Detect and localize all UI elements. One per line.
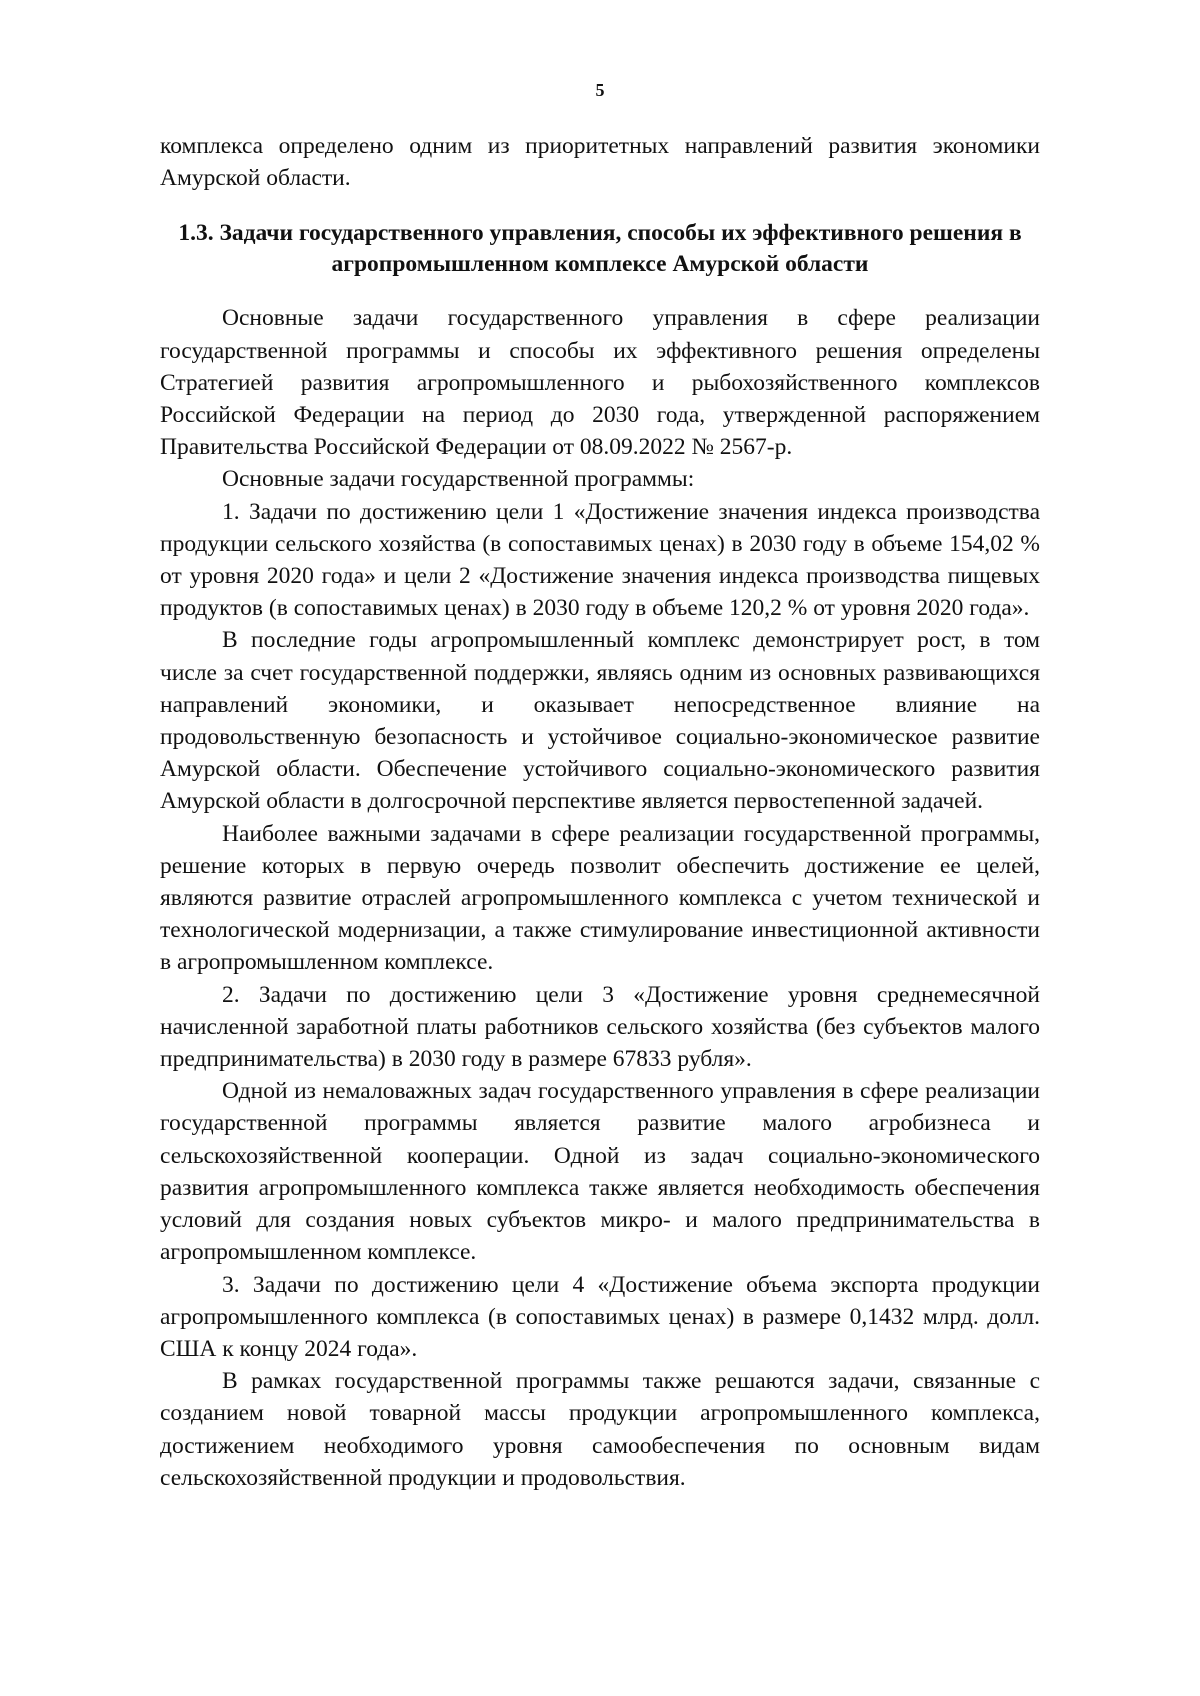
intro-paragraph: комплекса определено одним из приоритетных направлений развития экономики Амурской области. <box>160 133 1040 192</box>
paragraph-important-tasks: Наиболее важными задачами в сфере реализации государственной программы, решение которых в первую очередь позволит обеспечить достижение ее целей, являются развитие отраслей агропромышленного комплекса с учетом технической и технологической модернизации, а также стимулирование инвестиционной активности в агропромышленном комплексе. <box>160 820 1040 976</box>
paragraph-main-tasks: Основные задачи государственной программы: <box>222 466 695 493</box>
paragraph-task-3: 3. Задачи по достижению цели 4 «Достижение объема экспорта продукции агропромышленного комплекса (в сопоставимых ценах) в размере 0,1432 млрд. долл. США к концу 2024 года». <box>160 1271 1040 1362</box>
paragraph-commodity-mass: В рамках государственной программы также решаются задачи, связанные с созданием новой товарной массы продукции агропромышленного комплекса, достижением необходимого уровня самообеспечения по основным видам сельскохозяйственной продукции и продовольствия. <box>160 1368 1040 1491</box>
paragraph-growth: В последние годы агропромышленный комплекс демонстрирует рост, в том числе за счет государственной поддержки, являясь одним из основных развивающихся направлений экономики, и оказывает непосредственное влияние на продовольственную безопасность и устойчивое социально-экономическое развитие Амурской области. Обеспечение устойчивого социально-экономического развития Амурской области в долгосрочной перспективе является первостепенной задачей. <box>160 627 1040 815</box>
document-body <box>160 130 1040 1494</box>
paragraph-task-1: 1. Задачи по достижению цели 1 «Достижение значения индекса производства продукции сельского хозяйства (в сопоставимых ценах) в 2030 году в объеме 154,02 % от уровня 2020 года» и цели 2 «Достижение значения индекса производства пищевых продуктов (в сопоставимых ценах) в 2030 году в объеме 120,2 % от уровня 2020 года». <box>160 498 1040 622</box>
section-heading: 1.3. Задачи государственного управления, способы их эффективного решения в агропромышленном комплексе Амурской области <box>178 220 1022 278</box>
page-number: 5 <box>595 80 605 100</box>
paragraph-small-business: Одной из немаловажных задач государственного управления в сфере реализации государственной программы является развитие малого агробизнеса и сельскохозяйственной кооперации. Одной из задач социально-экономического развития агропромышленного комплекса также является необходимость обеспечения условий для создания новых субъектов микро- и малого предпринимательства в агропромышленном комплексе. <box>160 1078 1040 1266</box>
paragraph-strategy: Основные задачи государственного управления в сфере реализации государственной программы и способы их эффективного решения определены Стратегией развития агропромышленного и рыбохозяйственного комплексов Российской Федерации на период до 2030 года, утвержденной распоряжением Правительства Российской Федерации от 08.09.2022 № 2567-р. <box>160 305 1040 461</box>
paragraph-task-2: 2. Задачи по достижению цели 3 «Достижение уровня среднемесячной начисленной заработной платы работников сельского хозяйства (без субъектов малого предпринимательства) в 2030 году в размере 67833 рубля». <box>160 981 1040 1073</box>
